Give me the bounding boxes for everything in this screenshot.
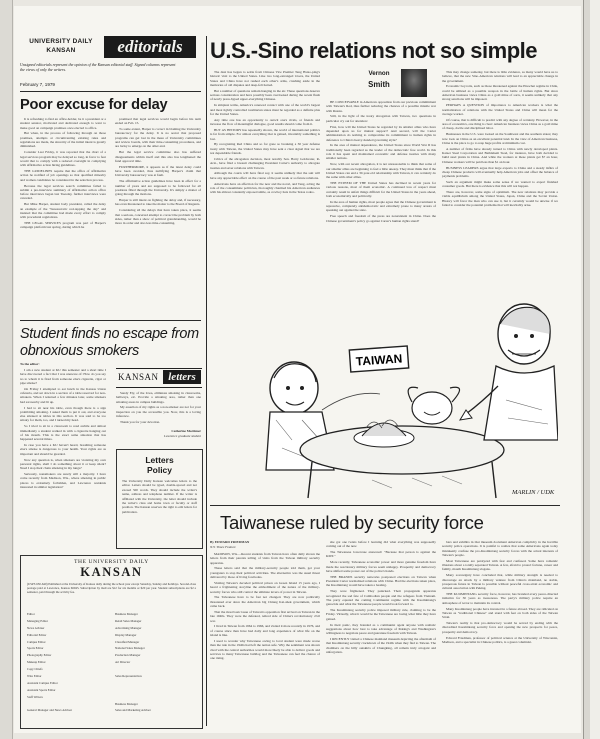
- staff-title: Sales and Marketing Adviser: [115, 708, 151, 713]
- column-divider: [206, 36, 207, 726]
- staff-title: Staff Writers: [27, 694, 43, 699]
- staff-title: Photography Editor: [27, 653, 52, 658]
- paragraph: THE KUOMINTANG security force, however, has branded every peace-directed initiative for 30 years as treasonous. The party's military police require an atmosphere of terror to maintain its control.: [442, 592, 558, 605]
- sino-column-2: [326, 100, 436, 292]
- paragraph: The affirmative action guidelines have been in effect for a number of years and are supposed to be followed for all positions filled through the University. It's simply a matter of going through the motions.: [115, 179, 201, 197]
- letters-policy-title: Letters Policy: [145, 455, 174, 475]
- cartoon-signature: MARLIN / UDK: [512, 489, 555, 496]
- paragraph: PERHAPS A QUESTION of importance to American workers is what the normalization of relations with the United States and China will mean for the average worker.: [442, 103, 558, 116]
- paragraph: I used to wonder why Taiwanese owing to local student were made worse than the rule in the 1940s had left the nation safe. Why the sentiment was shown cited with the central authorities would more likely be able to deliver goods and services to many Taiwanese bulldog and the Taiwanese can feel the chance of one rising.: [210, 638, 320, 661]
- paragraph: Free speech and freedom of the press are nonexistent in China. Does the Chinese government's policy go against Carter's human rights stand?: [326, 214, 436, 223]
- staff-title: News Adviser: [27, 625, 45, 630]
- paragraph: BUSINESS LEADERS argue that large exports to China and a steady influx of cheap Chinese products will eventually help American jobs and offset the balance of payments problems.: [442, 165, 558, 179]
- paragraph: But when, in the process of following through on those promises, attempts at circumventing existing rules and regulations are made, the sincerity of the initial intent is greatly diminished.: [20, 131, 106, 149]
- paragraph: I am a new student at KU this semester and a short time I have discovered a fact that I was unaware of: How do you say no to whom it is fired from someone else's cigarette, cigar or pipe smoke?: [20, 368, 106, 385]
- paragraph: Such an argument might make some sense if we wanted to export finished consumer goods. But there is evidence that this will not happen.: [442, 179, 558, 189]
- staff-title: Campus Editor: [27, 639, 46, 644]
- editorial-policy-note: Unsigned editorials represent the opinion of the Kansan editorial staff. Signed columns represent the views of only the writers.: [20, 62, 176, 72]
- section-rule: [20, 320, 201, 321]
- paragraph: Economic boycotts, such as those threatened against the Pinochet regime in Chile, could be utilized as a possible weapon in the battle of human rights. But since American business views China as a gold mine of sorts, it seems unlikely that any strong sanctions will be imposed.: [442, 84, 558, 102]
- paragraph: BE CONCEIVABLE in American opposition from our previous commitment with Taiwan's Red, thus further reducing the chances of a possible missile war with Russia.: [326, 100, 436, 113]
- paragraph: Seriously, nonsmokers are surely still a majority. I have come recently from Madison, Wis., where smoking in public places is extremely forbidden, and Lawrence residents interested in similar legislation?: [20, 472, 106, 489]
- letters-policy-body: The University Daily Kansan welcomes letters to the editor. Letters should be typed, double-spaced and not exceed 500 words. They should include the writer's name, address and telephone number. If the writer is affiliated with the University, the letter should include the writer's class and home town or faculty or staff position. The Kansan reserves the right to edit letters for publication.: [122, 479, 197, 514]
- paragraph: The Taiwanese have to be fast not changed. They are now politically threatened ever since the American big Chiang Kai-shek government, which came back.: [210, 595, 320, 609]
- taiwan-byline: By EDWARD FRIEDMAN: [210, 540, 250, 544]
- staff-title: [115, 695, 195, 702]
- letters-policy-box: [116, 449, 203, 549]
- right-page-edge: [583, 0, 600, 739]
- letter-column-1: [20, 368, 106, 548]
- paragraph: There are, however, some signs of optimism. The new relations may provide a viable equilibrium among the United States, Japan, China and the Soviet Union. History will favor the man who can use it, but it certainly would be unwise if we failed to consider the potential problems that will inevitably arise.: [442, 190, 558, 208]
- staff-title: Retail Sales Manager: [115, 618, 142, 623]
- masthead-editorials: editorials: [104, 36, 196, 58]
- byline-last-name: Smith: [368, 80, 390, 89]
- paragraph: More recently, Taiwanese economic power and more genuine freedom have made the reactionary military forces seem unhappy. Prosperity and democracy have shifted some power out of the police's hands.: [326, 560, 436, 573]
- paragraph: So I tried to sit in a classroom to read awhile and almost immediately a student walked in with a cigarette hanging out of his mouth. This is the exact same situation that has happened several times.: [20, 424, 106, 442]
- paragraph: But a number of questions remain hanging in the air. These questions deserve serious consideration and have possibly been overlooked during the recent flush of newly press-hyped upper-everything Chinese.: [210, 88, 320, 102]
- kansan-box-udk: THE UNIVERSITY DAILY: [74, 559, 149, 565]
- staff-title: National Sales Manager: [115, 646, 145, 651]
- staff-title: [115, 667, 195, 674]
- paragraph: I had to sit near his table, even though there is a sign prohibiting smoking. I asked them to put it out, and everyone else smoked at tables in this section. It was said to be too smoky for them, too, and I turned my head.: [20, 405, 106, 423]
- staff-title: Assistant Sports Editor: [27, 687, 56, 692]
- sino-column-3: [442, 70, 558, 292]
- masthead-kansan: KANSAN: [46, 47, 76, 54]
- paragraph: Still, in the light of the treaty abrogation with Taiwan, two questions in particular cry out for attention:: [326, 114, 436, 123]
- sino-column-1: [210, 70, 320, 292]
- headline-sino: U.S.-Sino relations not so simple: [210, 38, 537, 63]
- kansan-letters-header: [116, 368, 202, 388]
- delay-column-1: [20, 117, 106, 313]
- paragraph: Considering all the delays that have taken place, it seems that a serious, concerted attempt to correct the problem by both sides, rather than a show of political grandstanding, would be more in order and also less time-consuming.: [115, 208, 201, 226]
- paragraph: In their panic, they branded as a communist agent anyone with realistic suggestions about how best to take advantage of Peking's and Washington's willingness to negotiate peace and guarantee freedom with Taiwan.: [326, 622, 436, 636]
- staff-title: Art Director: [115, 660, 131, 665]
- paragraph: My assertion of my rights as a non-smoker are not for your inspection on you the accessible you. Now, this is a loving inference.: [116, 405, 201, 419]
- paragraph: BUT AS HISTORY has repeatedly shown, the world of international politics is far from simple. For almost everything that is gained, invariably something is lost.: [210, 127, 320, 141]
- masthead-rule: [20, 91, 201, 92]
- taiwan-column-2: [326, 540, 436, 726]
- paragraph: THE BRANDS security networks postponed elections on Taiwan when President Carter normalized relations with China. Had the elections taken place, the Kuomintang would have taken a beating.: [326, 574, 436, 588]
- kansan-staff-box: [20, 555, 203, 729]
- byline-first-name: Vernon: [368, 70, 390, 77]
- paragraph: Now, with our recent abrogation, it is not unreasonable to think that some of our smaller allies are beginning to feel a little uneasy. They must think that if the United States can end a 30-year-old relationship with Taiwan, it can certainly do the same with other allies.: [326, 162, 436, 180]
- staff-title: [115, 688, 195, 695]
- staff-title: Classified Manager: [115, 639, 140, 644]
- paragraph: Taiwan's reality is that pro-democracy would be served by ending with the discredited Kuomintang security force and opening the new prospects for peace, prosperity and democracy.: [442, 621, 558, 634]
- staff-title: General Manager and News Adviser: [27, 708, 73, 713]
- staff-title: Assistant Campus Editor: [27, 680, 58, 685]
- staff-title: Advertising Manager: [115, 625, 142, 630]
- letters-kansan: KANSAN: [118, 372, 159, 382]
- paragraph: Critics of the abrogation decision, most notably Sen. Barry Goldwater, R-Ariz., have filed a lawsuit challenging President Carter's authority to abrogate treaties and sever relations with Taiwan.: [210, 156, 320, 170]
- paragraph: MADISON, Wis.—Recent students from Taiwan have often daily shown me letters from their parents telling of visits from the Taiwan military security apparatus.: [210, 552, 320, 565]
- kansan-staff-column-1: [27, 612, 107, 715]
- letter-column-2: [116, 391, 201, 427]
- paragraph: But the legal service committee also has suffered disagreements within itself and this also has lengthened the fund approval time.: [115, 150, 201, 163]
- staff-title: Copy Chiefs: [27, 667, 43, 672]
- staff-title: Editor: [27, 612, 35, 616]
- editorial-cartoon: [262, 290, 558, 505]
- paragraph: Thank you for your devotion.: [120, 419, 161, 424]
- paragraph: I lived in Taiwan from 1964 to 1966, and visited it more recently in 1976, and of course since then have had daily and long experience of what life on the island is like.: [210, 624, 320, 638]
- paragraph: Any time one has an opportunity to outwit one's rivals, or friends and increase the flow of meaningful dialogue, good results should come from it.: [210, 117, 320, 127]
- paragraph: The dust has begun to settle from Chinese Vice Premier Teng Hsiao-ping's historic visit to the United States. Like two long-estranged lovers, the United States and China have not rushed each other's arms, crushing aside in the memories of old disputes and deep-felt hatred.: [210, 70, 320, 87]
- paragraph: To some extent, Harper is correct in blaming the University bureaucracy for the delay. It is no secret that proposed programs can get lost in the maze of University committees and review boards, with their time-consuming procedures, and are lucky to emerge on the other end.: [115, 127, 201, 149]
- staff-title: Sports Editor: [27, 646, 44, 651]
- paragraph: Consider Last Friday, it was reported that the chart of a legal services program may be delayed so long, in favor to fear would that to comply with a reduced oversight in complying with affirmative action hiring guidelines.: [20, 150, 106, 168]
- paragraph: First, how will the United States be regarded by its smaller allies who have depended upon us for mutual support? And second, will the Carter administration do nothing to compromise its commitment to human rights in deference to China's heavy-handed governing style?: [326, 124, 436, 142]
- kansan-box-name: KANSAN: [80, 565, 143, 579]
- paragraph: she got one twists before I learning did what everything was supposedly coming out of the new.: [326, 540, 436, 549]
- paragraph: The Kuomintang security police imposed military rule, claiming to be the Friday. Virtually, what it would be the Taiwanese are losing what little they have gained.: [326, 608, 436, 621]
- staff-title: Production Manager: [115, 653, 141, 658]
- staff-title: Editorial Editor: [27, 632, 47, 637]
- headline-taiwan: Taiwanese ruled by security force: [220, 512, 484, 533]
- staff-title: [27, 702, 107, 709]
- paragraph: Edward Friedman, professor of political science at the University of Wisconsin, Madison, and a specialist in Chinese politics, is a guest columnist.: [442, 635, 558, 644]
- kansan-staff-column-2: [115, 612, 195, 715]
- staff-title: Display Manager: [115, 632, 137, 637]
- headline-students: Student finds no escape from obnoxious smokers: [20, 326, 199, 359]
- taiwan-byline-source: N.Y. Times Feature: [210, 545, 236, 549]
- paragraph: In case you have a KU haven't heard, breathing someone else's smoke is dangerous to your health. Your rights are as important and should be guarded.: [20, 443, 106, 456]
- letters-label: letters: [163, 370, 201, 384]
- paragraph: These letters said that the military-security people told them, get your youngsters to stop their political activities. The alternative was the usual threat delivered by those of living forebodes.: [210, 566, 320, 580]
- staff-title: Sales Representatives: [115, 674, 142, 679]
- headline-delay: Poor excuse for delay: [20, 97, 168, 113]
- staff-title: Business Manager: [115, 612, 138, 616]
- cartoon-rule: [210, 505, 560, 506]
- paragraph: Of course, that is difficult to predict with any degree of certainty. However, in the area of economics, one thing is clear: American business views China as a gold mine of cheap, docile and disciplined labor.: [442, 117, 558, 131]
- editorials-masthead: [20, 36, 197, 60]
- paragraph: That the most basic issue of Taiwan's opposition first arrived on Taiwan in the late 1940s. They were the defeated, retired side of China's revolutionary civil war.: [210, 609, 320, 623]
- paragraph: Many Kuomintang people have invested in a future abroad. They are ridiculed on Taiwan as "traditional Chinese" and stand with feet on both sides of the Taiwan Strait.: [442, 606, 558, 620]
- paragraph: This may change someday, but there is little evidence, as many would have us to believe, that the new Sino-American relations will lead to an appreciable change in the government.: [442, 70, 558, 83]
- paragraph: Sandy Ely, of the Iowa, eliminate smoking in classrooms, hallways, etc. Provide a smoking area, rather than one smoking areas in campus buildings.: [116, 391, 201, 404]
- staff-title: Managing Editor: [27, 618, 49, 623]
- paragraph: A number of firms have already turned to China with newly developed plants. Kaiser Steel Corporation and Bethlehem Steel, for instance, have both decided to build steel plants in China. And while the workers at these plants get $7 an hour, Chinese workers will be paid less than $1 an hour.: [442, 146, 558, 164]
- paragraph: They were frightened. They panicked. Their propaganda apparatus recognized the sad fate of Cambodian people and the refugees from Vietnam. The party equated the coming Communist regime with the Kuomintang's genocide and what the Taiwanese people would look forward to.: [326, 589, 436, 607]
- left-page-edge: [0, 0, 13, 739]
- staff-title: Wire Editor: [27, 674, 42, 679]
- staff-title: [115, 681, 195, 688]
- paragraph: Many sovereignty have concluded that, while military strength is needed to discourage an attack by a military venture from China's mainland, no stable, prosperous future in Taiwan is possible without peaceful cross-strait economic and cultural association with Peking.: [442, 573, 558, 591]
- delay-column-2: [115, 117, 201, 313]
- paragraph: Most Taiwanese are paralyzed with fear and confused. Some have romantic illusions about a totally separated Taiwan. A few, afraid to protect fortune, career and family, mouth Kuomintang slogans.: [442, 558, 558, 572]
- paragraph: FURTHERMORE, it appears as if the latest delay could have been avoided, thus nullifying Harper's claim that University bureaucracy was at fault.: [115, 164, 201, 178]
- issue-date: February 7, 1979: [20, 82, 55, 87]
- paragraph: Visiting Taiwan's decaded political prison on Green Island 15 years ago, I heard a frightening storyline the embodiment of the nature of the military-security forces who still control the ultimate levers of power in Taiwan.: [210, 580, 320, 594]
- paragraph: Americans have an affection for the new and the novel, and Teng, acting the role of the consummate politician, thoroughly charmed his American audiences with his almost constantly exposed smile, as cowboy hats in the Texas rodeo.: [210, 181, 320, 195]
- paragraph: THE GUIDELINES require that the office of affirmative action be notified of job openings so that qualified minority and women candidates be considered in the selection process.: [20, 169, 106, 182]
- paragraph: The Taiwanese lowercase answered: "Because that person is against the KMT.": [326, 550, 436, 559]
- letter-salutation: To the editor:: [20, 362, 40, 366]
- cartoon-sign-label: TAIWAN: [355, 351, 403, 369]
- paragraph: Although the courts will have final say, it seems unlikely that the suit will have any appreciable effect on the course of the past week or so future relations.: [210, 171, 320, 180]
- letter-signature-title: Lawrence graduate student: [164, 434, 201, 438]
- paragraph: bars and exhibits in that museum document American complicity in the horrible security police operations. It is painful to realize that some Americans again today mistakenly confuse the pro-Kuomintang security forces with the actual interests of Taiwan's people.: [442, 540, 558, 557]
- paragraph: In the area of human rights, most people agree that the Chinese government is repressive, completely antidemocratic and extremely prone to many arrests of speaking out against the state.: [326, 199, 436, 213]
- paragraph: It is refreshing to find an office-holder, be it a president or a student senator, motivated and dedicated enough to want to make good on campaign promises once elected to office.: [20, 117, 106, 130]
- paragraph: Because the legal services search committee failed to submit a pre-interview summary of affirmative action office before interviews began last Tuesday, further interviews were canceled.: [20, 183, 106, 201]
- staff-title: Makeup Editor: [27, 660, 46, 665]
- paragraph: promised that legal services would begin before his term ended on Feb. 15.: [115, 117, 201, 126]
- letter-signature: Catherine Mortimer: [171, 429, 201, 433]
- masthead-udk: UNIVERSITY DAILY: [29, 38, 93, 45]
- paragraph: THE LEGAL SERVICES program was part of Harper's campaign platform last spring, during which he: [20, 221, 106, 230]
- paragraph: In the area of mutual dependence, the United States since World War II has traditionally been regarded as the leader of the democratic free world. In this role it has spent and maintained economic and defense treaties with many smaller nations.: [326, 143, 436, 161]
- taiwan-column-1: [210, 552, 320, 726]
- paragraph: In simplest terms, America's renewed contact with one of the world's largest and most tightly controlled totalitarian states must be regarded as a definite plus for the United States.: [210, 103, 320, 116]
- paragraph: By recognizing Red China and so for gone so breaking a 30 year defense treaty with Taiwan, the United States may have sent a clear signal that we are not dependable friends.: [210, 142, 320, 156]
- paragraph: Now any question is, when smokers are violating my own personal rights, shall I do something about it or keep silent? Need I stop their chain smoking in my lungs?: [20, 457, 106, 471]
- columnist-photo: [401, 69, 427, 97]
- taiwan-column-3: [442, 540, 558, 726]
- paragraph: Businesses in the U.S. were looked on the Southwest and the southern states; they now look on China as an excellent potential land. In the view of American business, China is the place to go to reap huge profits at minimum cost.: [442, 132, 558, 145]
- paragraph: THE ESTEEM OF THE United States has declined in recent years for various reasons, most of them economic. A continued loss of respect must certainly result in unfair things difficult for the United States in the years ahead, both economically and politically.: [326, 181, 436, 198]
- paragraph: On Friday I attempted to eat lunch in the Kansas Union cafeteria, and sat down in a section of a table reserved for non-smokers. When I returned a few minutes later, some smokers had sat nearby and lit up.: [20, 386, 106, 404]
- paragraph: But Mike Harper, student body president, called the delay an example of the "bureaucratic red-tapping the day" and insisted that the committee had made every effort to comply with procedural regulations.: [20, 202, 106, 220]
- paragraph: I RECENTLY visited a Chinese mainland museum depicting the aftermath of that Kuomintang security crackdown of the 1940s when they fled to Taiwan. The chambers on the hilly outskirts of Chungking, all remain truly arrogant and unforgotten.: [326, 637, 436, 654]
- staff-title: Business Manager: [115, 701, 138, 706]
- paragraph: Harper is still intent on fighting the delay and, if necessary, has even threatened to take the matter to the Board of Regents.: [115, 198, 201, 207]
- sino-byline: [357, 67, 427, 97]
- kansan-staff-note: (USPS 650-640) Published at the University of Kansas daily during the school year except Saturday, Sunday and holidays. Second-class postage paid at Lawrence, Kansas 66045. Subscription by mail are $12 for six months or $20 per year. Student subscriptions are $2 a semester, paid through the activity fee.: [27, 582, 196, 595]
